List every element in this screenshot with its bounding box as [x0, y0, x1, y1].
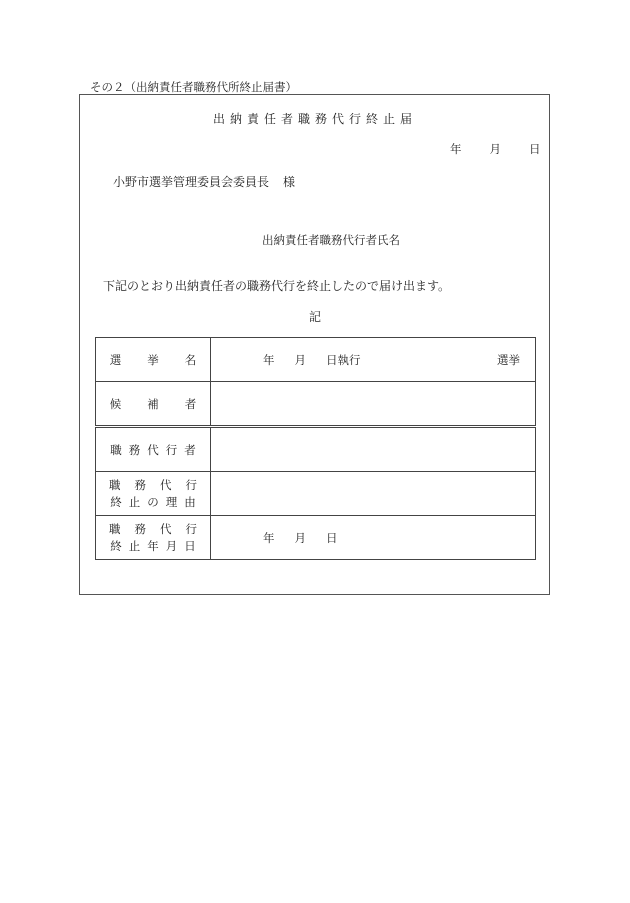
day-label: 日	[529, 142, 541, 156]
election-value-cell[interactable]	[211, 338, 536, 382]
candidate-label-cell	[96, 382, 223, 427]
row-candidate	[96, 382, 536, 427]
end-date-value-cell[interactable]	[211, 516, 536, 560]
submission-date	[450, 141, 541, 157]
addressee-name: 小野市選挙管理委員会委員長	[113, 175, 270, 189]
row-deputy	[96, 427, 536, 472]
year-label: 年	[450, 142, 462, 156]
ki-label: 記	[308, 310, 321, 324]
deputy-label: 職務代行者	[110, 442, 203, 457]
election-label-cell	[96, 338, 223, 382]
end-date-label-cell	[96, 516, 211, 560]
candidate-value-cell[interactable]	[211, 382, 536, 427]
end-date-label-line1: 職務代行	[109, 521, 211, 536]
month-label: 月	[489, 142, 501, 156]
reason-label-cell	[96, 472, 211, 516]
election-label: 選挙名	[109, 352, 223, 367]
row-reason	[96, 472, 536, 516]
end-date-label-line2: 終止年月日	[110, 538, 203, 553]
document-heading: その２（出納責任者職務代所終止届書）	[90, 80, 297, 94]
candidate-label: 候補者	[109, 396, 223, 411]
deputy-label-cell	[96, 427, 211, 472]
statement-text: 下記のとおり出納責任者の職務代行を終止したので届け出ます。	[103, 279, 451, 293]
reason-label-line1: 職務代行	[109, 477, 211, 492]
election-day-exec-label: 日執行	[326, 352, 361, 367]
row-election	[96, 338, 536, 382]
election-year-label: 年	[263, 352, 275, 367]
end-date-month-label: 月	[294, 530, 306, 545]
form-table	[95, 337, 536, 560]
row-end-date	[96, 516, 536, 560]
election-date	[263, 352, 361, 368]
end-date-day-label: 日	[326, 530, 338, 545]
addressee	[113, 173, 295, 190]
end-date-year-label: 年	[263, 530, 275, 545]
end-date	[263, 530, 338, 546]
form-title: 出納責任者職務代行終止届	[212, 112, 417, 126]
election-month-label: 月	[294, 352, 306, 367]
reason-label-line2: 終止の理由	[110, 494, 203, 509]
deputy-value-cell[interactable]	[211, 427, 536, 472]
addressee-honorific: 様	[283, 175, 296, 189]
election-suffix: 選挙	[497, 352, 520, 367]
reason-value-cell[interactable]	[211, 472, 536, 516]
applicant-name-label: 出納責任者職務代行者氏名	[262, 233, 400, 247]
